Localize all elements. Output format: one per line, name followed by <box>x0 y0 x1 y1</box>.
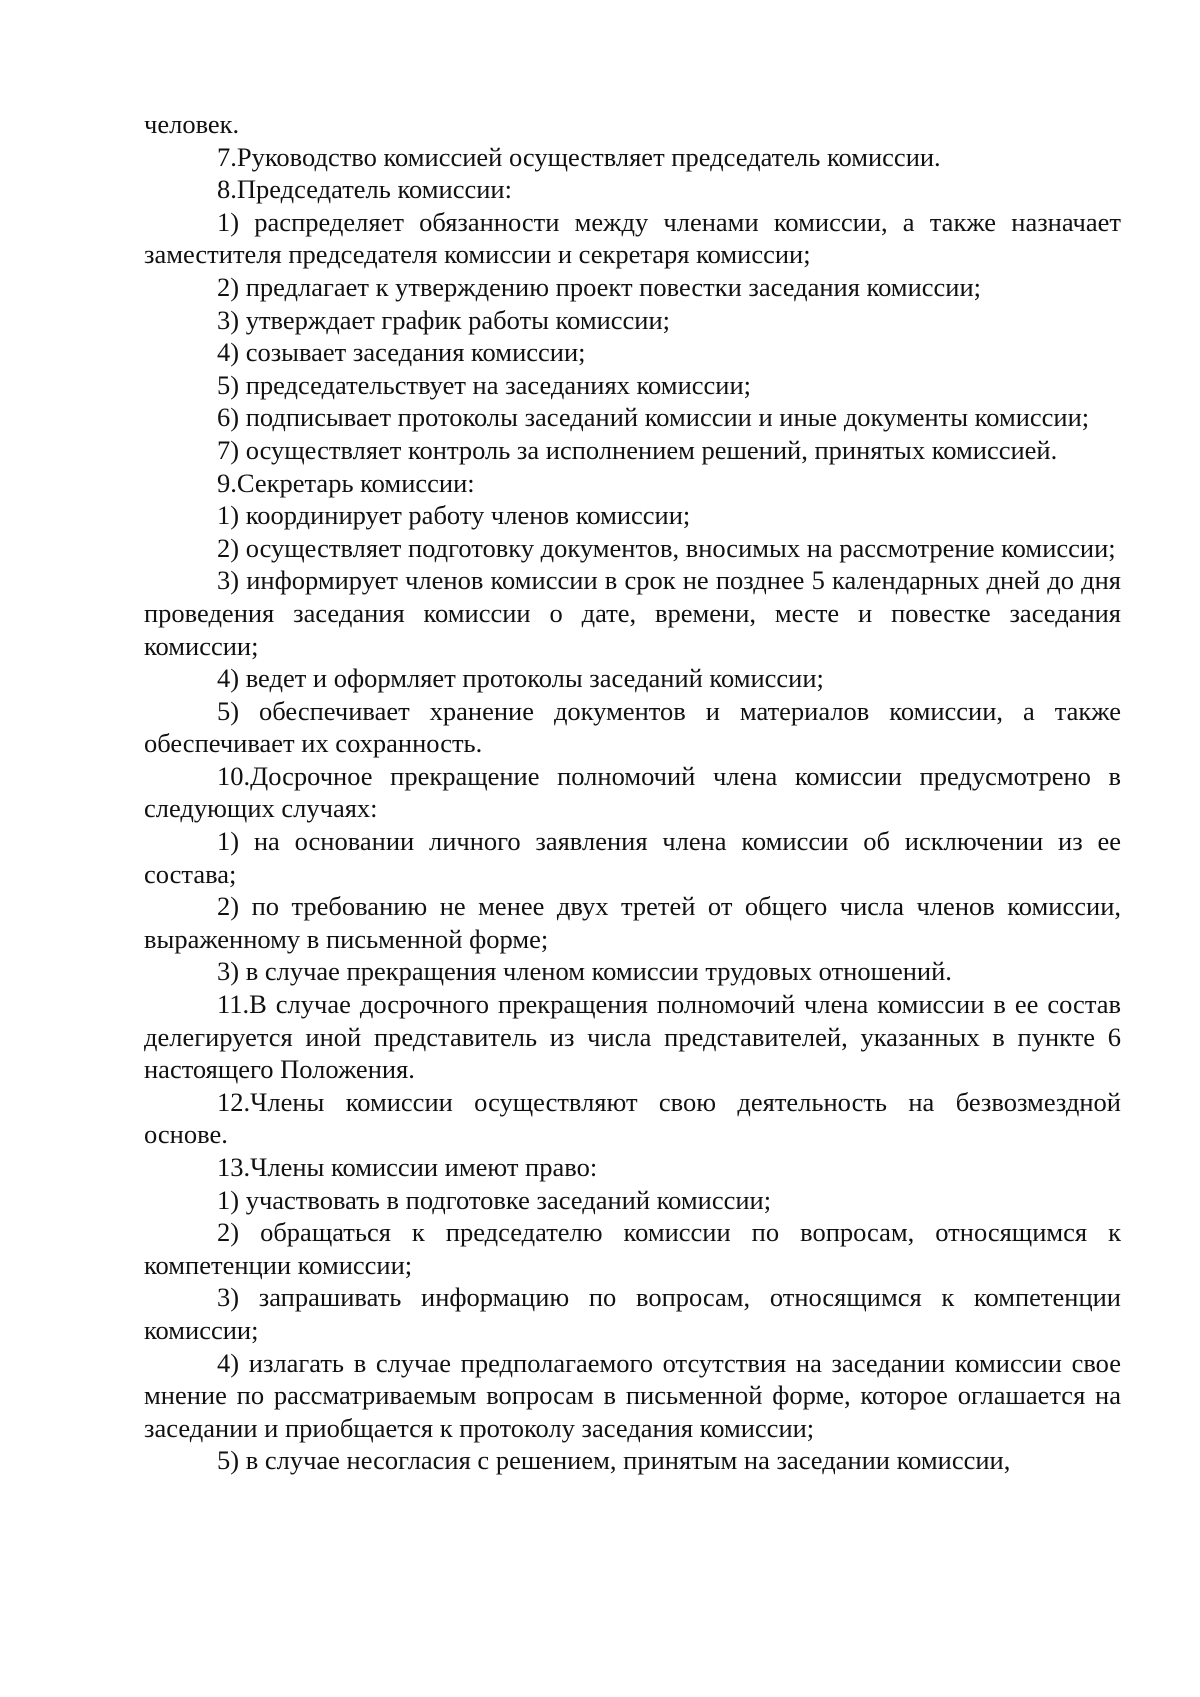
paragraph: 1) координирует работу членов комиссии; <box>217 500 691 531</box>
paragraph: 6) подписывает протоколы заседаний комиссии и иные документы комиссии; <box>217 402 1090 433</box>
paragraph: 4) ведет и оформляет протоколы заседаний комиссии; <box>217 663 824 694</box>
paragraph: 5) председательствует на заседаниях комиссии; <box>217 369 751 400</box>
paragraph: 2) предлагает к утверждению проект повестки заседания комиссии; <box>217 271 982 302</box>
paragraph: 5) обеспечивает хранение документов и материалов комиссии, а также обеспечивает их сохранность. <box>144 695 1121 759</box>
paragraph: человек. <box>144 109 240 139</box>
paragraph: 7) осуществляет контроль за исполнением решений, принятых комиссией. <box>217 434 1058 465</box>
paragraph: 12.Члены комиссии осуществляют свою деятельность на безвозмездной основе. <box>144 1086 1121 1150</box>
paragraph: 7.Руководство комиссией осуществляет председатель комиссии. <box>217 141 941 172</box>
paragraph: 3) в случае прекращения членом комиссии трудовых отношений. <box>217 956 952 987</box>
paragraph: 3) утверждает график работы комиссии; <box>217 304 671 335</box>
paragraph: 1) участвовать в подготовке заседаний комиссии; <box>217 1184 772 1215</box>
paragraph: 8.Председатель комиссии: <box>217 174 512 205</box>
paragraph: 10.Досрочное прекращение полномочий члена комиссии предусмотрено в следующих случаях: <box>144 760 1121 824</box>
paragraph: 13.Члены комиссии имеют право: <box>217 1152 598 1182</box>
paragraph: 4) созывает заседания комиссии; <box>217 337 586 368</box>
paragraph: 2) по требованию не менее двух третей от общего числа членов комиссии, выраженному в письменной форме; <box>144 891 1121 954</box>
paragraph: 3) информирует членов комиссии в срок не позднее 5 календарных дней до дня проведения заседания комиссии о дате, времени, месте и повестке заседания комиссии; <box>144 565 1121 661</box>
paragraph: 2) осуществляет подготовку документов, вносимых на рассмотрение комиссии; <box>217 532 1116 563</box>
paragraph: 3) запрашивать информацию по вопросам, относящимся к компетенции комиссии; <box>144 1282 1121 1345</box>
paragraph: 11.В случае досрочного прекращения полномочий члена комиссии в ее состав делегируется иной представитель из числа представителей, указанных в пункте 6 настоящего Положения. <box>144 989 1121 1085</box>
paragraph: 4) излагать в случае предполагаемого отсутствия на заседании комиссии свое мнение по рассматриваемым вопросам в письменной форме, которое оглашается на заседании и приобщается к протоколу заседания комиссии; <box>144 1347 1121 1443</box>
paragraph: 1) распределяет обязанности между членами комиссии, а также назначает заместителя председателя комиссии и секретаря комиссии; <box>144 206 1121 270</box>
paragraph: 5) в случае несогласия с решением, принятым на заседании комиссии, <box>217 1445 1011 1476</box>
paragraph: 2) обращаться к председателю комиссии по вопросам, относящимся к компетенции комиссии; <box>144 1217 1121 1280</box>
document-page <box>144 108 1121 1477</box>
paragraph: 1) на основании личного заявления члена комиссии об исключении из ее состава; <box>144 826 1121 889</box>
paragraph: 9.Секретарь комиссии: <box>217 467 475 498</box>
